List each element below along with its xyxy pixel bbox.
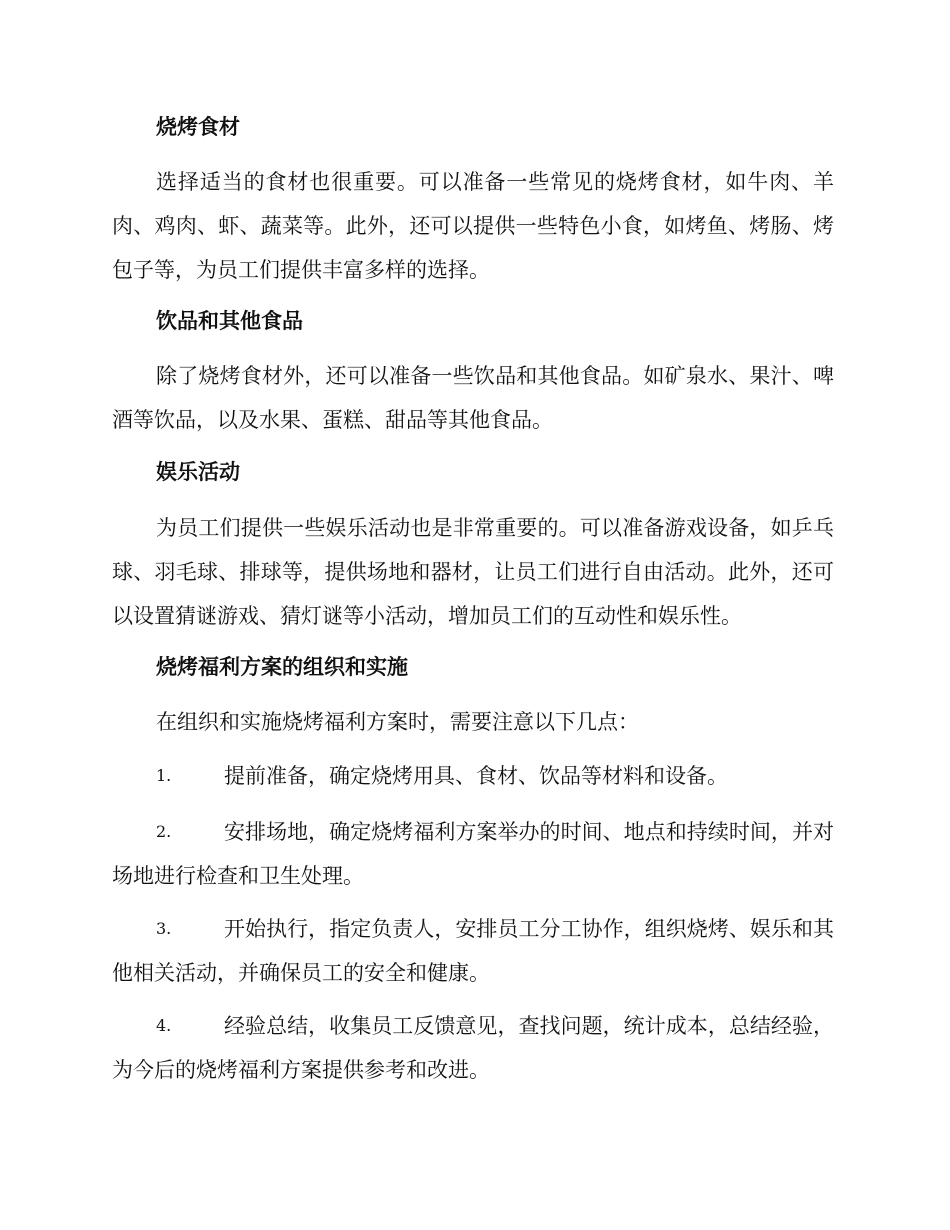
- list-item-number: 3.: [156, 919, 172, 938]
- list-item-text: 经验总结，收集员工反馈意见，查找问题，统计成本，总结经验，为今后的烧烤福利方案提供参考和改进。: [112, 1014, 834, 1082]
- list-item-number: 1.: [156, 766, 172, 785]
- list-item-number: 4.: [156, 1016, 172, 1035]
- section-heading-entertainment: 娱乐活动: [156, 459, 240, 484]
- section-heading-ingredients: 烧烤食材: [156, 114, 240, 139]
- list-item-number: 2.: [156, 822, 172, 841]
- section-body-entertainment: 为员工们提供一些娱乐活动也是非常重要的。可以准备游戏设备，如乒乓球、羽毛球、排球等，提供场地和器材，让员工们进行自由活动。此外，还可以设置猜谜游戏、猜灯谜等小活动，增加员工们的互动性和娱乐性。: [112, 516, 834, 628]
- list-item-text: 开始执行，指定负责人，安排员工分工协作，组织烧烤、娱乐和其他相关活动，并确保员工的安全和健康。: [112, 917, 834, 985]
- list-item-text: 安排场地，确定烧烤福利方案举办的时间、地点和持续时间，并对场地进行检查和卫生处理。: [112, 820, 834, 888]
- section-body-drinks: 除了烧烤食材外，还可以准备一些饮品和其他食品。如矿泉水、果汁、啤酒等饮品，以及水果、蛋糕、甜品等其他食品。: [112, 364, 834, 432]
- section-heading-organization: 烧烤福利方案的组织和实施: [156, 654, 408, 679]
- list-item: [112, 907, 834, 995]
- list-item: [112, 1004, 834, 1092]
- section-body-ingredients: 选择适当的食材也很重要。可以准备一些常见的烧烤食材，如牛肉、羊肉、鸡肉、虾、蔬菜等。此外，还可以提供一些特色小食，如烤鱼、烤肠、烤包子等，为员工们提供丰富多样的选择。: [112, 170, 834, 282]
- section-heading-drinks: 饮品和其他食品: [156, 308, 303, 333]
- section-intro-organization: 在组织和实施烧烤福利方案时，需要注意以下几点：: [156, 710, 639, 734]
- list-item-text: 提前准备，确定烧烤用具、食材、饮品等材料和设备。: [224, 764, 728, 788]
- list-item: [112, 754, 834, 798]
- list-item: [112, 810, 834, 898]
